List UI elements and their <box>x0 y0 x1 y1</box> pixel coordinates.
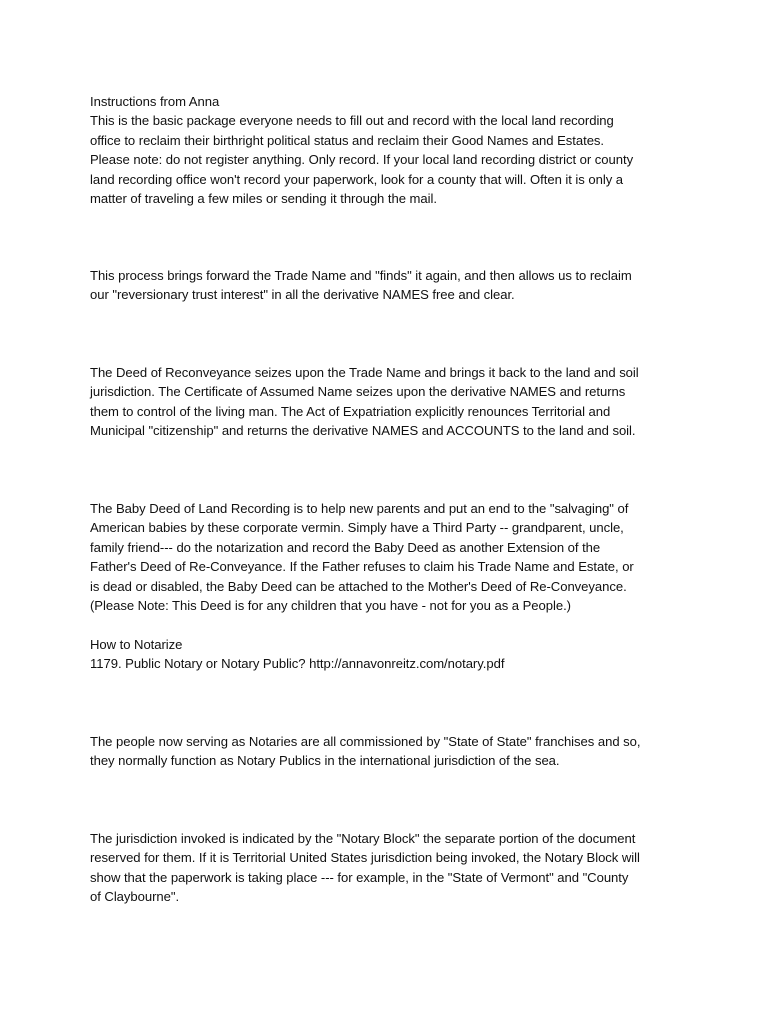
notaries-paragraph: The people now serving as Notaries are all commissioned by "State of State" franchises and so, they normally function as Notary Publics in the international jurisdiction of the sea. <box>90 734 641 769</box>
notary-block-paragraph: The jurisdiction invoked is indicated by the "Notary Block" the separate portion of the document reserved for them. If it is Territorial United States jurisdiction being invoked, the Notary Block will show that the paperwork is taking place --- for example, in the "State of Vermont" and "County of Claybourne". <box>90 831 640 905</box>
intro-paragraph: Instructions from Anna This is the basic package everyone needs to fill out and record with the local land recording office to reclaim their birthright political status and reclaim their Good Names and Estates. Please note: do not register anything. Only record. If your local land recording district or county land recording office won't record your paperwork, look for a county that will. Often it is only a matter of traveling a few miles or sending it through the mail. <box>90 94 634 207</box>
baby-deed-paragraph: The Baby Deed of Land Recording is to help new parents and put an end to the "salvaging" of American babies by these corporate vermin. Simply have a Third Party -- grandparent, uncle, family friend--- do the notarization and record the Baby Deed as another Extension of the Father's Deed of Re-Conveyance. If the Father refuses to claim his Trade Name and Estate, or is dead or disabled, the Baby Deed can be attached to the Mother's Deed of Re-Conveyance. (Please Note: This Deed is for any children that you have - not for you as a People.) <box>90 501 634 614</box>
deed-reconveyance-paragraph: The Deed of Reconveyance seizes upon the Trade Name and brings it back to the land and soil jurisdiction. The Certificate of Assumed Name seizes upon the derivative NAMES and returns them to control of the living man. The Act of Expatriation explicitly renounces Territorial and Municipal "citizenship" and returns the derivative NAMES and ACCOUNTS to the land and soil. <box>90 365 639 439</box>
how-to-notarize-paragraph: How to Notarize 1179. Public Notary or Notary Public? http://annavonreitz.com/notary.pdf <box>90 637 505 672</box>
trade-name-paragraph: This process brings forward the Trade Name and "finds" it again, and then allows us to reclaim our "reversionary trust interest" in all the derivative NAMES free and clear. <box>90 268 632 303</box>
